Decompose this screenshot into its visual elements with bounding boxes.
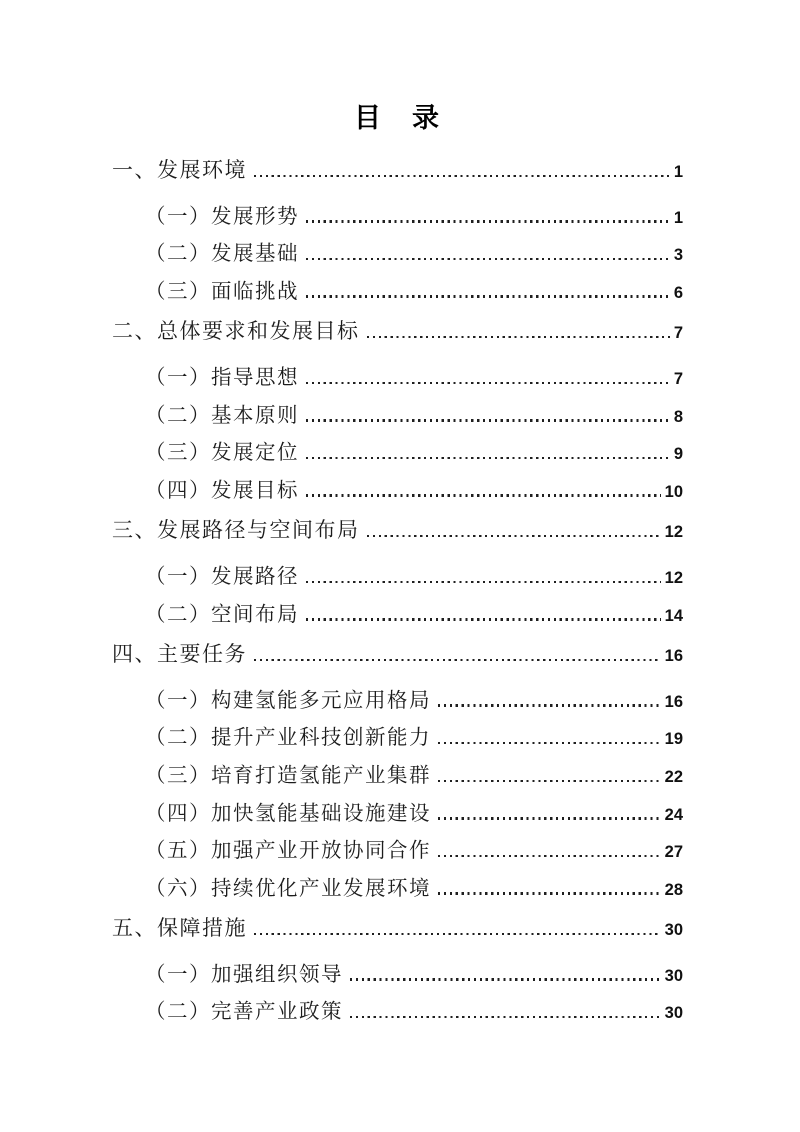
toc-entry-page: 27 [664, 843, 683, 862]
toc-entry-page: 3 [673, 246, 683, 265]
toc-leader-dots [350, 978, 661, 980]
toc-entry-label: 一、发展环境 [112, 158, 247, 182]
toc-leader-dots [438, 780, 661, 782]
toc-entry-label: （四）发展目标 [145, 479, 299, 502]
toc-entry-level1[interactable] [112, 636, 683, 674]
toc-entry-page: 6 [673, 283, 683, 302]
toc-leader-dots [254, 933, 661, 935]
toc-entry-level2[interactable] [112, 199, 683, 237]
toc-leader-dots [306, 382, 670, 384]
toc-leader-dots [367, 336, 670, 338]
toc-entry-label: （二）空间布局 [145, 603, 299, 626]
toc-entry-page: 8 [673, 407, 683, 426]
toc-entry-level2[interactable] [112, 597, 683, 635]
toc-leader-dots [306, 494, 661, 496]
toc-entry-label: （三）发展定位 [145, 442, 299, 465]
toc-entry-label: 四、主要任务 [112, 642, 247, 667]
toc-leader-dots [438, 742, 661, 744]
toc-entry-label: （二）提升产业科技创新能力 [145, 727, 431, 750]
toc-leader-dots [254, 175, 670, 177]
toc-entry-page: 7 [673, 324, 683, 343]
toc-entry-level2[interactable] [112, 796, 683, 834]
toc-entry-level2[interactable] [112, 360, 683, 398]
toc-leader-dots [438, 704, 661, 706]
toc-leader-dots [350, 1016, 661, 1018]
toc-leader-dots [367, 535, 661, 537]
toc-entry-level2[interactable] [112, 473, 683, 511]
toc-leader-dots [438, 855, 661, 857]
toc-entry-page: 30 [664, 966, 683, 985]
toc-entry-page: 16 [664, 692, 683, 711]
toc-entry-label: （三）培育打造氢能产业集群 [145, 764, 431, 787]
toc-leader-dots [306, 618, 661, 620]
toc-entry-level2[interactable] [112, 871, 683, 909]
toc-entry-page: 9 [673, 445, 683, 464]
toc-entry-page: 16 [664, 647, 683, 666]
toc-leader-dots [438, 892, 661, 894]
toc-entry-label: （六）持续优化产业发展环境 [145, 877, 431, 900]
toc-entry-level1[interactable] [112, 152, 683, 190]
toc-entry-label: （一）发展路径 [145, 565, 299, 588]
toc-entry-level1[interactable] [112, 512, 683, 550]
toc-entry-page: 1 [673, 163, 683, 181]
toc-entry-level2[interactable] [112, 683, 683, 721]
toc-entry-level2[interactable] [112, 720, 683, 758]
toc-entry-page: 10 [664, 482, 683, 501]
toc-entry-page: 28 [664, 880, 683, 899]
toc-entry-label: 三、发展路径与空间布局 [112, 518, 360, 543]
toc-leader-dots [254, 659, 661, 661]
toc-leader-dots [306, 581, 661, 583]
toc-entry-label: （一）加强组织领导 [145, 963, 343, 986]
toc-entry-label: （一）构建氢能多元应用格局 [145, 689, 431, 712]
toc-list [112, 152, 683, 1032]
toc-entry-label: （一）指导思想 [145, 366, 299, 389]
toc-entry-level2[interactable] [112, 994, 683, 1032]
toc-entry-level2[interactable] [112, 435, 683, 473]
toc-leader-dots [306, 220, 670, 222]
toc-entry-level1[interactable] [112, 910, 683, 948]
toc-entry-level2[interactable] [112, 559, 683, 597]
toc-entry-page: 30 [664, 921, 683, 940]
toc-leader-dots [306, 419, 670, 421]
toc-entry-level2[interactable] [112, 274, 683, 312]
toc-entry-level2[interactable] [112, 236, 683, 274]
toc-entry-label: （四）加快氢能基础设施建设 [145, 802, 431, 825]
toc-entry-label: 二、总体要求和发展目标 [112, 319, 360, 344]
toc-entry-level2[interactable] [112, 833, 683, 871]
toc-entry-page: 7 [673, 369, 683, 388]
toc-entry-level1[interactable] [112, 313, 683, 351]
toc-entry-page: 12 [664, 568, 683, 587]
toc-leader-dots [306, 457, 670, 459]
toc-entry-label: （二）完善产业政策 [145, 1001, 343, 1024]
toc-entry-page: 12 [664, 523, 683, 542]
toc-leader-dots [306, 295, 670, 297]
page-title: 目 录 [354, 103, 441, 133]
toc-entry-page: 14 [664, 606, 683, 625]
toc-entry-page: 22 [664, 767, 683, 786]
toc-entry-label: （一）发展形势 [145, 205, 299, 228]
toc-entry-page: 19 [664, 730, 683, 749]
toc-leader-dots [306, 258, 670, 260]
toc-leader-dots [438, 817, 661, 819]
toc-entry-label: （三）面临挑战 [145, 280, 299, 303]
toc-entry-level2[interactable] [112, 398, 683, 436]
toc-entry-label: 五、保障措施 [112, 916, 247, 941]
toc-entry-page: 30 [664, 1004, 683, 1023]
toc-entry-page: 1 [673, 208, 683, 227]
toc-entry-label: （二）基本原则 [145, 404, 299, 427]
toc-entry-level2[interactable] [112, 758, 683, 796]
toc-entry-label: （五）加强产业开放协同合作 [145, 840, 431, 863]
toc-entry-level2[interactable] [112, 957, 683, 995]
toc-entry-page: 24 [664, 805, 683, 824]
toc-entry-label: （二）发展基础 [145, 243, 299, 266]
